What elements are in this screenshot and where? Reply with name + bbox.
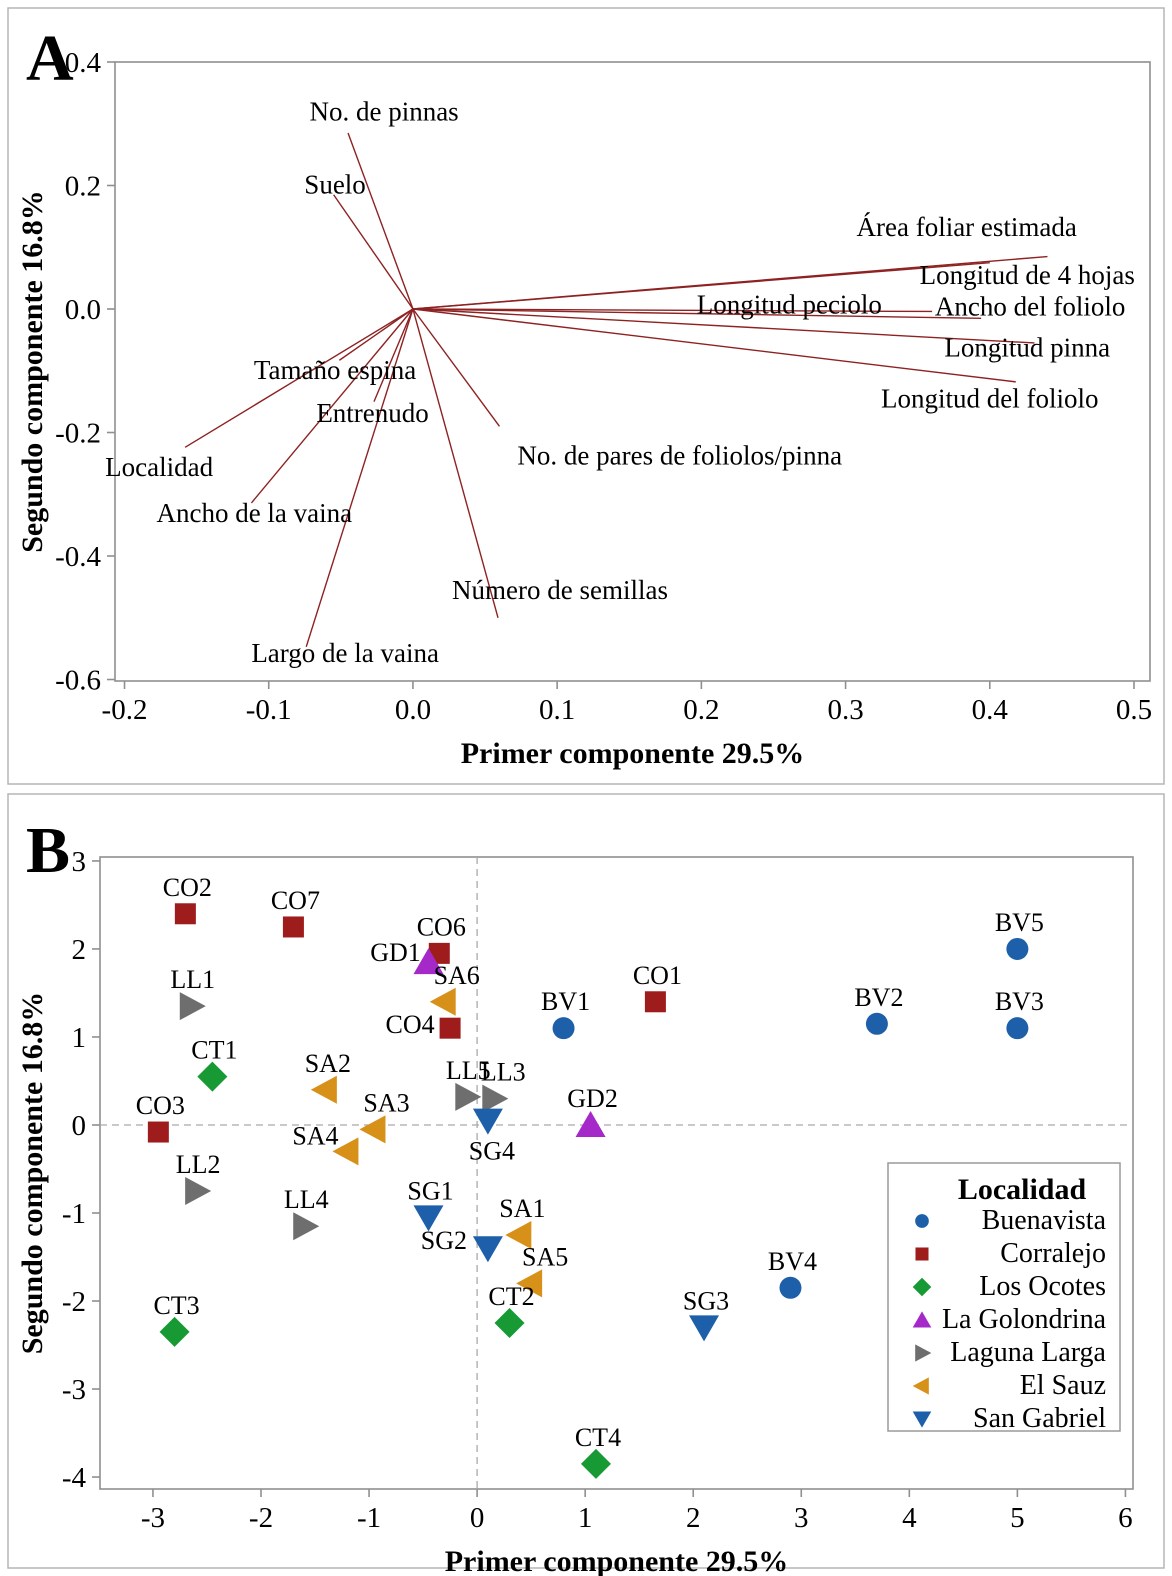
data-point-marker-BV5 [1006,938,1028,960]
panel-a-x-tick-label: 0.1 [539,694,576,726]
data-point-label-CT4: CT4 [574,1422,622,1452]
panel-a-y-tick-label: -0.4 [55,541,101,574]
loading-vector-label: Localidad [105,452,214,483]
legend-item-label: Buenavista [981,1205,1106,1236]
panel-b-x-axis-title: Primer componente 29.5% [444,1545,789,1576]
panel-a-y-tick-label: -0.6 [55,664,101,697]
panel-b-x-tick-label: 3 [794,1502,809,1534]
legend-item-label: Los Ocotes [979,1271,1106,1302]
panel-b-x-tick-label: 0 [469,1502,485,1534]
data-point-marker-BV4 [779,1277,801,1299]
panel-b-x-tick-label: 1 [577,1502,593,1534]
panel-a-y-tick-label: 0.2 [64,170,101,203]
panel-a-x-tick-label: -0.2 [101,694,148,726]
data-point-marker-CO2 [175,903,196,924]
loading-vector-label: Longitud del foliolo [881,383,1099,414]
data-point-label-CT1: CT1 [191,1035,238,1065]
panel-a-x-tick-label: 0.3 [827,694,864,726]
panel-a-x-tick-label: 0.4 [971,694,1008,726]
data-point-label-CO4: CO4 [385,1010,435,1040]
data-point-label-BV4: BV4 [767,1246,818,1276]
panel-b-y-tick-label: 2 [71,933,86,966]
loading-vector-label: Tamaño espina [253,355,417,386]
data-point-label-CO7: CO7 [270,885,320,915]
panel-b-letter: B [26,814,71,887]
panel-a-x-tick-label: 0.5 [1115,694,1153,726]
panel-b-y-tick-label: -3 [61,1374,86,1407]
data-point-marker-CO3 [148,1122,169,1143]
panel-b-y-tick-label: -4 [61,1462,86,1495]
legend-item-label: Corralejo [1000,1238,1106,1269]
panel-a-x-tick-label: -0.1 [245,694,292,726]
data-point-label-BV2: BV2 [854,982,904,1012]
loading-vector-label: Ancho de la vaina [156,497,353,528]
panel-b-x-tick-label: -3 [140,1502,166,1534]
data-point-marker-BV3 [1006,1017,1028,1039]
legend-marker-circle [915,1214,929,1228]
panel-a-letter: A [26,22,74,95]
data-point-label-GD2: GD2 [567,1083,618,1113]
data-point-label-SA3: SA3 [363,1088,410,1118]
data-point-marker-BV1 [553,1017,575,1039]
panel-b-y-axis-title: Segundo componente 16.8% [16,991,49,1355]
data-point-marker-CO4 [440,1018,461,1039]
legend-item-label: La Golondrina [941,1304,1106,1335]
panel-b-y-tick-label: 0 [71,1109,86,1142]
loading-vector-label: No. de pinnas [309,96,459,127]
data-point-marker-CO1 [645,991,666,1012]
panel-b-y-tick-label: 1 [71,1021,86,1054]
panel-a-y-tick-label: -0.2 [55,417,101,450]
data-point-label-CT3: CT3 [153,1290,200,1320]
legend-item-label: Laguna Larga [950,1337,1106,1368]
data-point-label-GD1: GD1 [370,938,421,968]
data-point-label-SG4: SG4 [468,1136,516,1166]
data-point-label-BV3: BV3 [994,987,1044,1017]
data-point-label-SG2: SG2 [420,1226,468,1256]
panel-b-y-tick-label: -1 [61,1198,86,1231]
panel-b-x-tick-label: -2 [248,1502,274,1534]
data-point-label-CO1: CO1 [632,960,682,990]
panel-a-x-axis-title: Primer componente 29.5% [460,737,805,770]
data-point-label-LL3: LL3 [480,1057,526,1087]
loading-vector-label: Longitud pinna [944,332,1111,363]
loading-vector-label: Área foliar estimada [856,211,1077,242]
loading-vector-label: Largo de la vaina [251,637,439,668]
loading-vector-label: Suelo [304,169,366,200]
legend-title: Localidad [957,1173,1087,1206]
data-point-label-CO2: CO2 [162,872,212,902]
panel-b-x-tick-label: 2 [685,1502,701,1534]
legend-marker-square [915,1247,928,1260]
data-point-label-BV1: BV1 [540,987,591,1017]
panel-a-y-axis-title: Segundo componente 16.8% [16,190,49,553]
data-point-label-LL5: LL5 [445,1055,491,1085]
legend-item-label: El Sauz [1019,1370,1106,1401]
data-point-label-BV5: BV5 [994,907,1044,937]
data-point-label-SA1: SA1 [499,1194,546,1224]
data-point-label-LL4: LL4 [283,1185,329,1215]
panel-b-x-tick-label: 4 [902,1502,917,1534]
loading-vector-label: No. de pares de foliolos/pinna [517,440,843,471]
data-point-marker-BV2 [866,1013,888,1035]
data-point-label-CT2: CT2 [488,1282,535,1312]
data-point-label-LL2: LL2 [175,1149,221,1179]
legend-item-label: San Gabriel [973,1403,1106,1434]
data-point-label-SG3: SG3 [682,1286,730,1316]
data-point-label-SA5: SA5 [522,1242,569,1272]
panel-b-y-tick-label: 3 [71,845,86,878]
panel-b-x-tick-label: 5 [1010,1502,1025,1534]
data-point-label-CO6: CO6 [416,912,466,942]
panel-a-y-tick-label: 0.4 [64,47,101,79]
data-point-label-SA4: SA4 [292,1121,339,1151]
data-point-label-SG1: SG1 [407,1176,454,1206]
panel-b-y-tick-label: -2 [61,1286,86,1319]
data-point-marker-CO7 [283,916,304,937]
loading-vector-label: Ancho del foliolo [934,291,1126,322]
data-point-label-SA2: SA2 [304,1048,351,1078]
data-point-label-LL1: LL1 [170,965,216,995]
panel-b-x-tick-label: -1 [356,1502,382,1534]
loading-vector-label: Número de semillas [452,574,669,605]
panel-a-x-tick-label: 0.0 [394,694,432,726]
panel-b-x-tick-label: 6 [1118,1502,1133,1534]
panel-a-y-tick-label: 0.0 [64,294,101,327]
data-point-label-SA6: SA6 [433,960,480,990]
loading-vector-label: Longitud de 4 hojas [919,260,1135,291]
panel-a-x-tick-label: 0.2 [683,694,720,726]
data-point-label-CO3: CO3 [135,1091,185,1121]
loading-vector-label: Longitud peciolo [696,289,882,320]
loading-vector-label: Entrenudo [316,397,429,428]
